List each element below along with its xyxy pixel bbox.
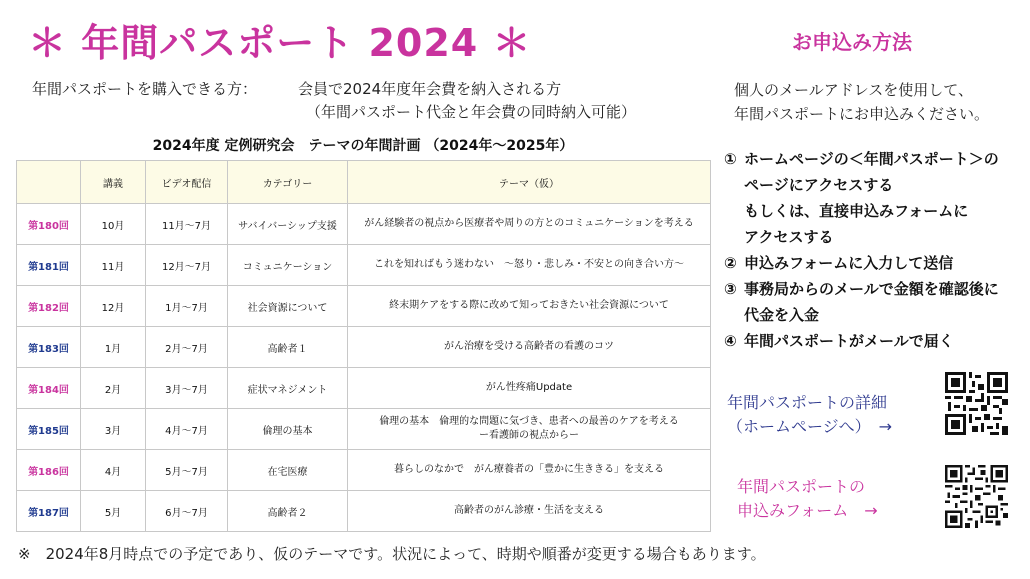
step-text: 事務局からのメールで金額を確認後に [744,280,999,298]
step-text: 年間パスポートがメールで届く [744,332,954,350]
video-period: 11月〜7月 [146,204,228,245]
step-text: 申込みフォームに入力して送信 [744,254,954,272]
apply-steps [724,146,999,354]
lecture-month: 11月 [81,245,146,286]
step-text: アクセスする [744,228,834,246]
table-row [17,491,711,532]
footnote: ※ 2024年8月時点での予定であり、仮のテーマです。状況によって、時期や順番が変更する場合もあります。 [18,545,766,563]
table-row [17,204,711,245]
qr-code-details-icon[interactable] [945,372,1008,435]
theme [348,245,711,286]
table-caption: 2024年度 定例研究会 テーマの年間計画 （2024年〜2025年） [152,138,574,154]
table-row [17,286,711,327]
step-1 [724,146,999,250]
video-period: 4月〜7月 [146,409,228,450]
category: 症状マネジメント [228,368,348,409]
theme [348,450,711,491]
table-row [17,450,711,491]
theme [348,491,711,532]
category: 倫理の基本 [228,409,348,450]
step-number: ④ [724,332,737,350]
table-header-row [17,161,711,204]
qr-code-form-icon[interactable] [945,465,1008,528]
theme [348,409,711,450]
lecture-month: 2月 [81,368,146,409]
apply-intro [734,78,989,126]
session-number: 第181回 [17,245,81,286]
video-period: 5月〜7月 [146,450,228,491]
lecture-month: 1月 [81,327,146,368]
step-3 [724,276,999,328]
eligibility-label: 年間パスポートを購入できる方： [32,80,258,98]
table-row [17,368,711,409]
application-form-link[interactable] [737,475,878,523]
theme [348,368,711,409]
theme-text: がん経験者の視点から医療者や周りの方とのコミュニケーションを考える [364,218,694,229]
theme-text: これを知ればもう迷わない 〜怒り・悲しみ・不安との向き合い方〜 [374,259,684,270]
application-form-link-line1[interactable]: 年間パスポートの [737,477,866,496]
session-number: 第183回 [17,327,81,368]
session-number: 第182回 [17,286,81,327]
category: 在宅医療 [228,450,348,491]
video-period: 12月〜7月 [146,245,228,286]
header-theme: テーマ（仮） [348,161,711,204]
header-category: カテゴリー [228,161,348,204]
theme-text: がん性疼痛Update [485,382,573,393]
category: 高齢者１ [228,327,348,368]
header-lecture: 講義 [81,161,146,204]
session-number: 第187回 [17,491,81,532]
page-title: ＊ 年間パスポート 2024 ＊ [28,21,532,65]
lecture-month: 10月 [81,204,146,245]
theme [348,327,711,368]
session-number: 第184回 [17,368,81,409]
eligibility-description: 会員で2024年度年会費を納入される方 [298,80,562,98]
eligibility-note: （年間パスポート代金と年会費の同時納入可能） [306,103,637,121]
theme-subtext: ー看護師の視点からー [479,430,579,441]
application-form-link-line2[interactable]: 申込みフォーム → [737,501,878,520]
session-number: 第180回 [17,204,81,245]
step-text: もしくは、直接申込みフォームに [744,202,969,220]
session-number: 第185回 [17,409,81,450]
category: コミュニケーション [228,245,348,286]
apply-heading: お申込み方法 [792,30,912,54]
schedule-table [16,160,711,532]
step-number: ② [724,254,737,272]
theme [348,286,711,327]
step-number: ① [724,150,737,168]
step-text: ホームページの＜年間パスポート＞の [744,150,999,168]
lecture-month: 3月 [81,409,146,450]
header-video: ビデオ配信 [146,161,228,204]
step-4 [724,328,999,354]
header-session [17,161,81,204]
lecture-month: 5月 [81,491,146,532]
category: サバイバーシップ支援 [228,204,348,245]
step-2 [724,250,999,276]
theme-text: 高齢者のがん診療・生活を支える [454,505,604,516]
theme [348,204,711,245]
passport-details-link-line2[interactable]: （ホームページへ） → [727,417,893,436]
step-text: 代金を入金 [744,306,820,324]
passport-details-link[interactable] [727,391,892,439]
theme-text: 終末期ケアをする際に改めて知っておきたい社会資源について [389,300,669,311]
theme-text: 暮らしのなかで がん療養者の「豊かに生ききる」を支える [394,464,664,475]
category: 高齢者２ [228,491,348,532]
apply-intro-line1: 個人のメールアドレスを使用して、 [734,81,973,99]
table-row [17,327,711,368]
table-row [17,245,711,286]
step-text: ページにアクセスする [744,176,894,194]
theme-text: 倫理の基本 倫理的な問題に気づき、患者への最善のケアを考える [379,416,679,427]
video-period: 3月〜7月 [146,368,228,409]
passport-details-link-line1[interactable]: 年間パスポートの詳細 [727,393,888,412]
table-row [17,409,711,450]
apply-intro-line2: 年間パスポートにお申込みください。 [734,105,990,123]
session-number: 第186回 [17,450,81,491]
theme-text: がん治療を受ける高齢者の看護のコツ [444,341,614,352]
lecture-month: 12月 [81,286,146,327]
video-period: 2月〜7月 [146,327,228,368]
category: 社会資源について [228,286,348,327]
video-period: 1月〜7月 [146,286,228,327]
video-period: 6月〜7月 [146,491,228,532]
lecture-month: 4月 [81,450,146,491]
step-number: ③ [724,280,737,298]
